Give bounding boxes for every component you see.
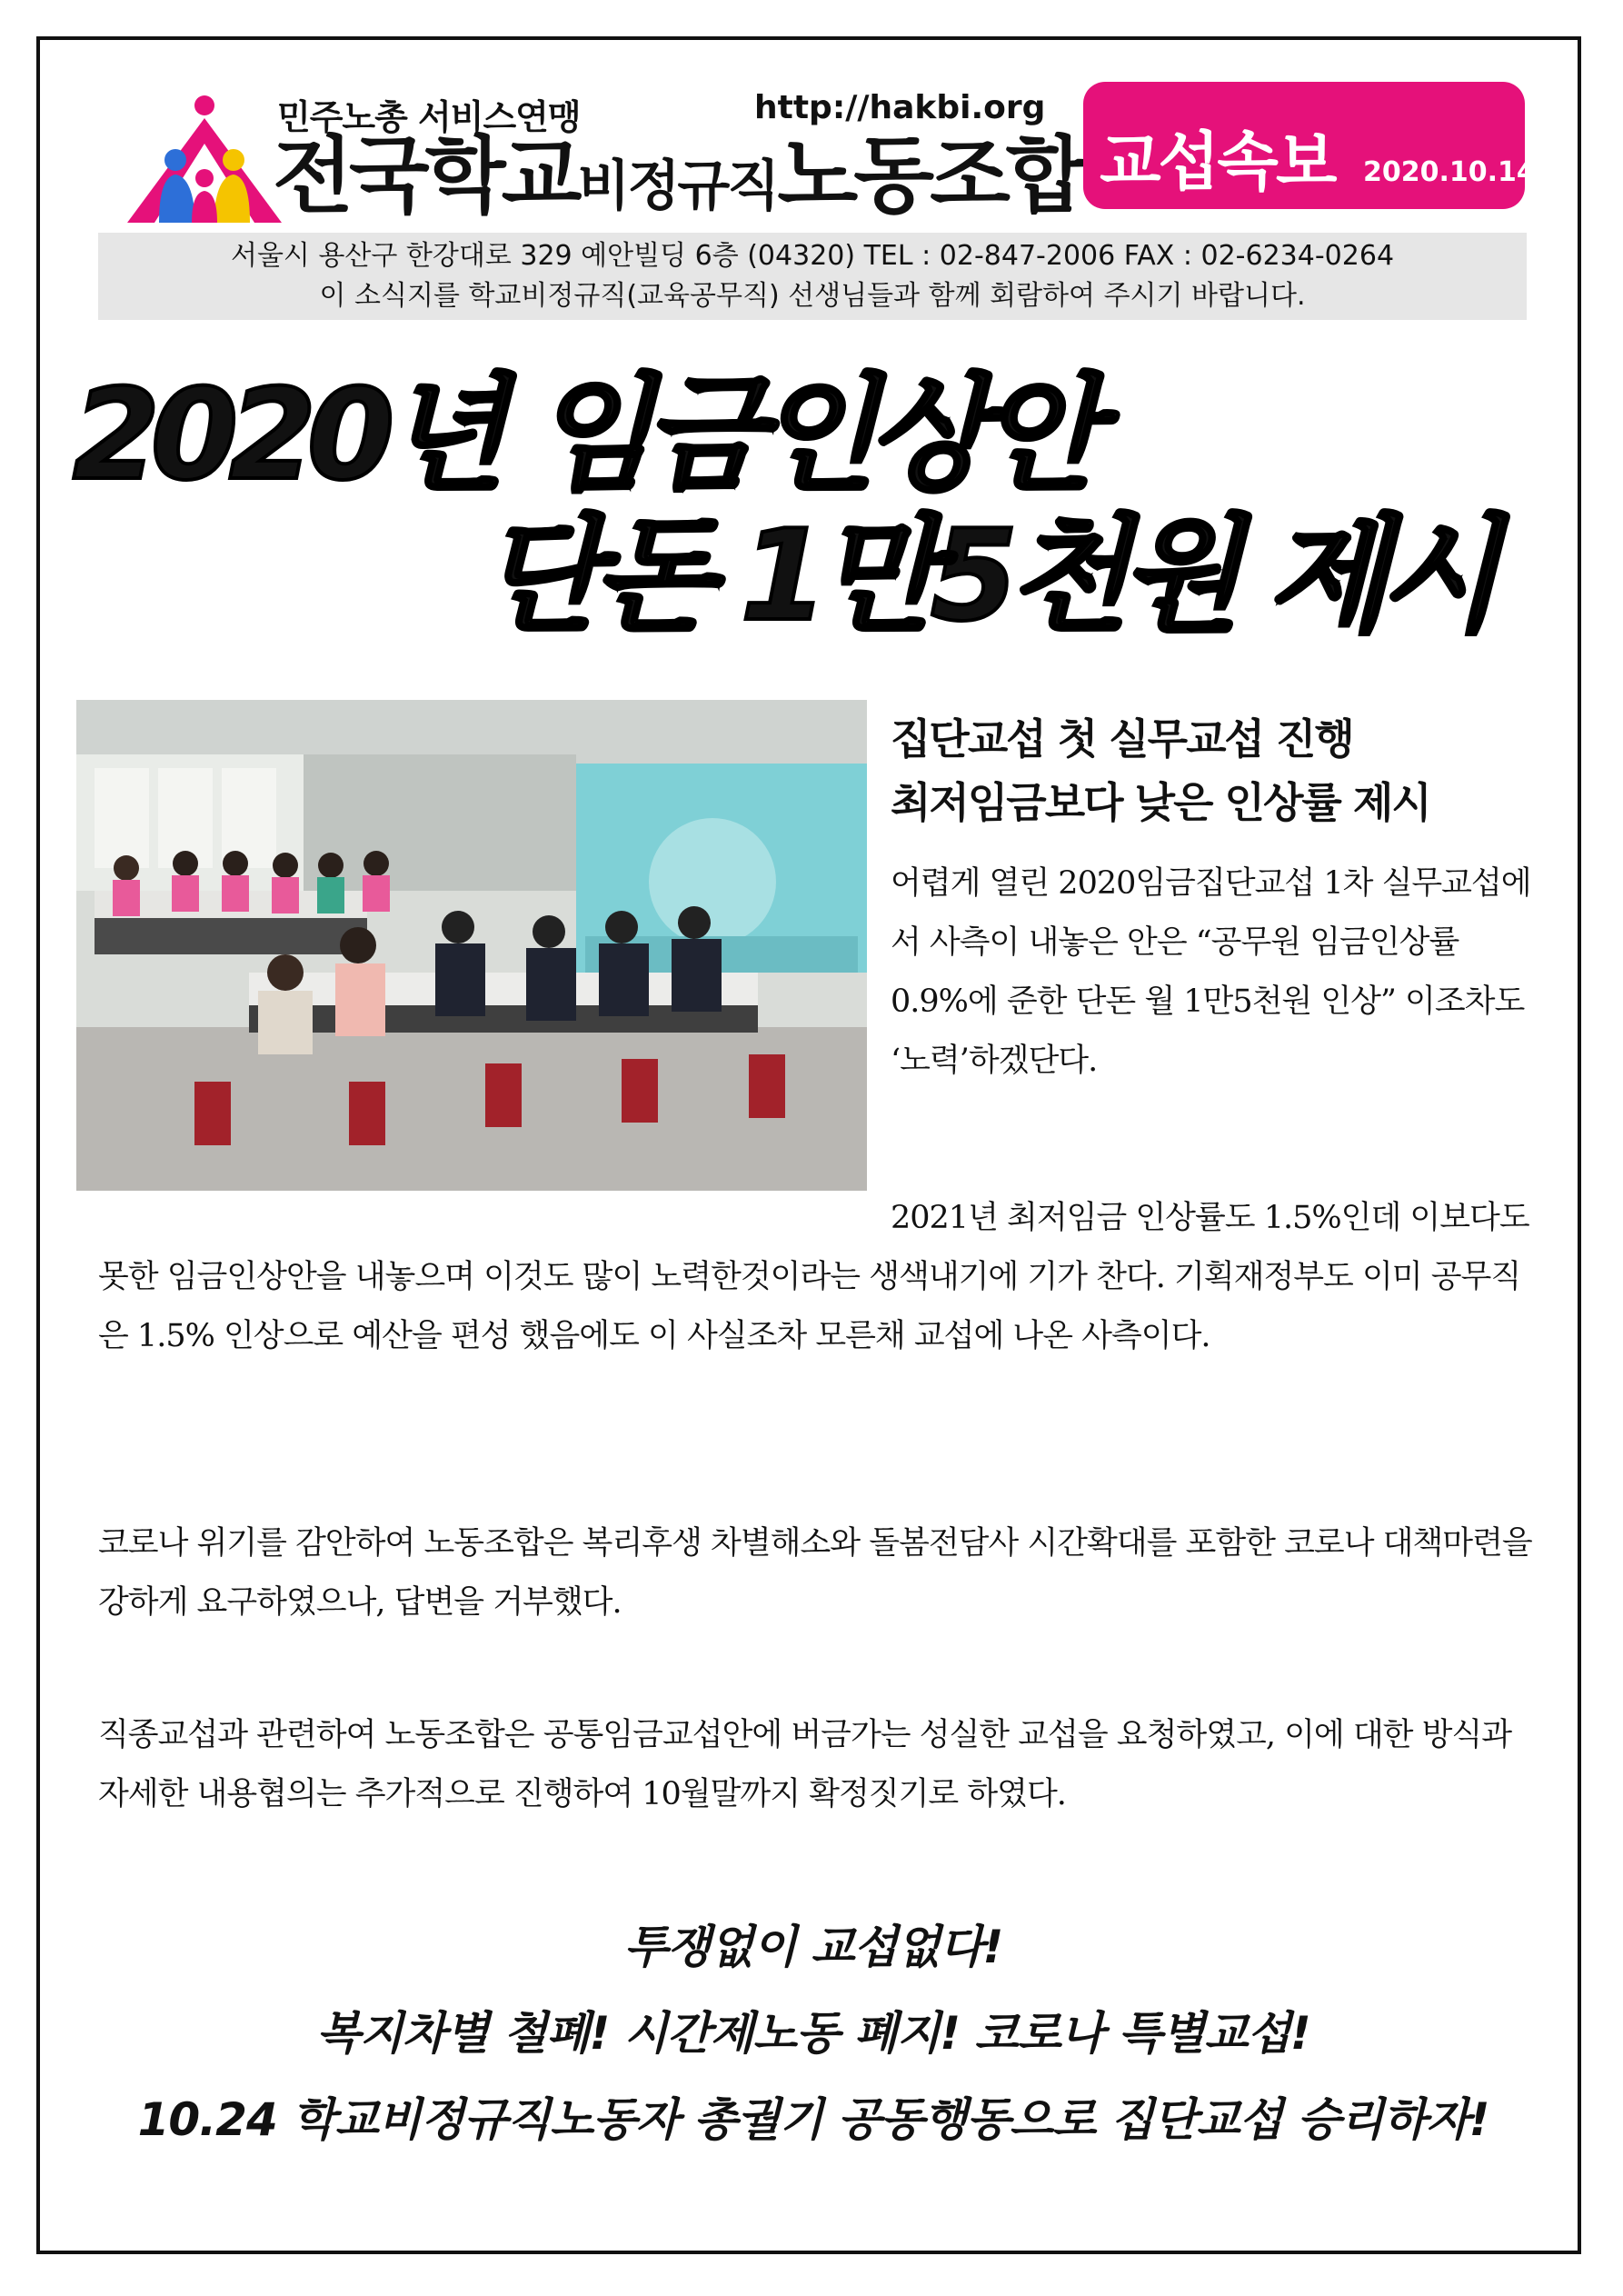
federation-name: 민주노총 서비스연맹 bbox=[277, 97, 581, 137]
headline-line1: 2020년 임금인상안 bbox=[73, 362, 1092, 508]
circulation-notice: 이 소식지를 학교비정규직(교육공무직) 선생님들과 함께 회람하여 주시기 바랍니다. bbox=[319, 280, 1306, 312]
article-paragraph-1: 어렵게 열린 2020임금집단교섭 1차 실무교섭에서 사측이 내놓은 안은 “공무원 임금인상률 0.9%에 준한 단돈 월 1만5천원 인상” 이조차도 ‘노력’하겠단다. bbox=[891, 865, 1531, 1079]
article-subtitle bbox=[891, 707, 1430, 834]
article-paragraph-3: 코로나 위기를 감안하여 노동조합은 복리후생 차별해소와 돌봄전담사 시간확대를 포함한 코로나 대책마련을 강하게 요구하였으나, 답변을 거부했다. bbox=[98, 1525, 1532, 1621]
article-paragraph-4: 직종교섭과 관련하여 노동조합은 공통임금교섭안에 버금가는 성실한 교섭을 요청하였고, 이에 대한 방식과 자세한 내용협의는 추가적으로 진행하여 10월말까지 확정짓기로 하였다. bbox=[98, 1717, 1512, 1812]
meeting-photo bbox=[76, 700, 867, 1191]
subtitle-line2: 최저임금보다 낮은 인상률 제시 bbox=[891, 778, 1430, 827]
contact-box bbox=[98, 233, 1527, 320]
union-name bbox=[273, 127, 1082, 225]
address-line: 서울시 용산구 한강대로 329 예안빌딩 6층 (04320) TEL : 02-847-2006 FAX : 02-6234-0264 bbox=[230, 240, 1395, 272]
bulletin-date: 2020.10.14 bbox=[1363, 156, 1536, 188]
union-name-part1: 전국학교 bbox=[273, 127, 578, 225]
headline-line2: 단돈 1만5천원 제시 bbox=[482, 503, 1492, 649]
website-url[interactable]: http://hakbi.org bbox=[754, 89, 1046, 126]
union-logo-icon bbox=[123, 91, 286, 227]
slogan-2: 복지차별 철폐! 시간제노동 폐지! 코로나 특별교섭! bbox=[316, 2007, 1310, 2060]
bulletin-title: 교섭속보 bbox=[1100, 125, 1335, 199]
union-name-part3: 노동조합 bbox=[777, 127, 1082, 225]
slogan-1: 투쟁없이 교섭없다! bbox=[623, 1921, 1003, 1973]
slogan-3: 10.24 학교비정규직노동자 총궐기 공동행동으로 집단교섭 승리하자! bbox=[137, 2093, 1489, 2146]
subtitle-line1: 집단교섭 첫 실무교섭 진행 bbox=[891, 714, 1353, 764]
article-paragraph-2: 2021년 최저임금 인상률도 1.5%인데 이보다도 못한 임금인상안을 내놓으며 이것도 많이 노력한것이라는 생색내기에 기가 찬다. 기획재정부도 이미 공무직은 1.5% 인상으로 예산을 편성 했음에도 이 사실조차 모른채 교섭에 나온 사측이다. bbox=[98, 1200, 1529, 1354]
union-name-part2: 비정규직 bbox=[577, 155, 778, 218]
